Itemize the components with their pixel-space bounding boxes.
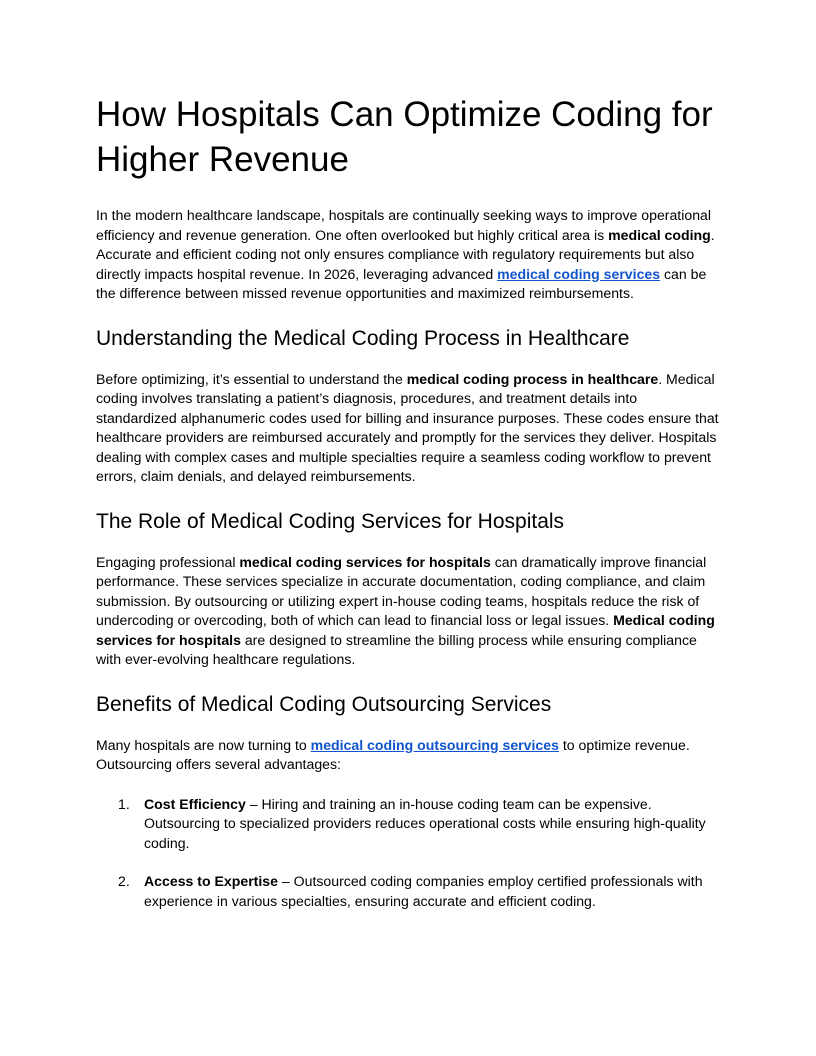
benefits-list	[96, 795, 720, 912]
section-paragraph-coding-process	[96, 370, 720, 487]
section-paragraph-benefits	[96, 736, 720, 775]
list-item-title: Access to Expertise	[144, 873, 278, 889]
list-item-title: Cost Efficiency	[144, 795, 246, 812]
section-heading-benefits: Benefits of Medical Coding Outsourcing Services	[96, 692, 552, 716]
list-item-number: 1.	[118, 795, 130, 812]
list-item-number: 2.	[118, 873, 130, 889]
section-heading-role: The Role of Medical Coding Services for Hospitals	[96, 509, 565, 533]
section-heading-coding-process: Understanding the Medical Coding Process in Healthcare	[96, 326, 630, 350]
page-title: How Hospitals Can Optimize Coding for Higher Revenue	[96, 95, 713, 179]
s2-bold-1: medical coding services for hospitals	[239, 553, 491, 570]
section-paragraph-role	[96, 553, 720, 670]
list-item	[96, 872, 720, 911]
s2-text-1: Engaging professional	[96, 553, 240, 570]
s2-bold-2: Medical coding services for hospitals	[96, 612, 715, 648]
s3-text-2: to optimize revenue. Outsourcing offers several advantages:	[96, 736, 690, 772]
medical-coding-services-link[interactable]: medical coding services	[497, 265, 661, 282]
s1-text-2: . Medical coding involves translating a patient’s diagnosis, procedures, and treatment details into standardized alphanumeric codes used for billing and insurance purposes. These codes ensure that healthcare providers are reimbursed accurately and promptly for the services they deliver. Hospitals dealing with complex cases and multiple specialties require a seamless coding workflow to prevent errors, claim denials, and delayed reimbursements.	[96, 370, 719, 484]
s2-text-2: can dramatically improve financial performance. These services specialize in accurate documentation, coding compliance, and claim submission. By outsourcing or utilizing expert in-house coding teams, hospitals reduce the risk of undercoding or overcoding, both of which can lead to financial loss or legal issues.	[96, 553, 707, 628]
list-item-text: – Hiring and training an in-house coding team can be expensive. Outsourcing to specialized providers reduces operational costs while ensuring high-quality coding.	[144, 795, 706, 851]
list-item-text: – Outsourced coding companies employ certified professionals with experience in various specialties, ensuring accurate and efficient coding.	[144, 873, 703, 909]
intro-text-3: can be the difference between missed revenue opportunities and maximized reimbursements.	[96, 265, 707, 301]
intro-paragraph	[96, 206, 720, 304]
s2-text-3: are designed to streamline the billing process while ensuring compliance with ever-evolving healthcare regulations.	[96, 631, 697, 667]
list-item	[96, 795, 720, 854]
intro-text-2: . Accurate and efficient coding not only ensures compliance with regulatory requirements but also directly impacts hospital revenue. In 2026, leveraging advanced	[96, 226, 715, 282]
intro-text-1: In the modern healthcare landscape, hospitals are continually seeking ways to improve operational efficiency and revenue generation. One often overlooked but highly critical area is	[96, 207, 712, 243]
s1-text-1: Before optimizing, it’s essential to understand the	[96, 370, 407, 387]
document-page	[96, 92, 720, 930]
s1-bold: medical coding process in healthcare	[406, 370, 659, 387]
outsourcing-services-link[interactable]: medical coding outsourcing services	[310, 736, 559, 753]
intro-bold-medical-coding: medical coding	[608, 226, 711, 243]
s3-text-1: Many hospitals are now turning to	[96, 736, 311, 753]
